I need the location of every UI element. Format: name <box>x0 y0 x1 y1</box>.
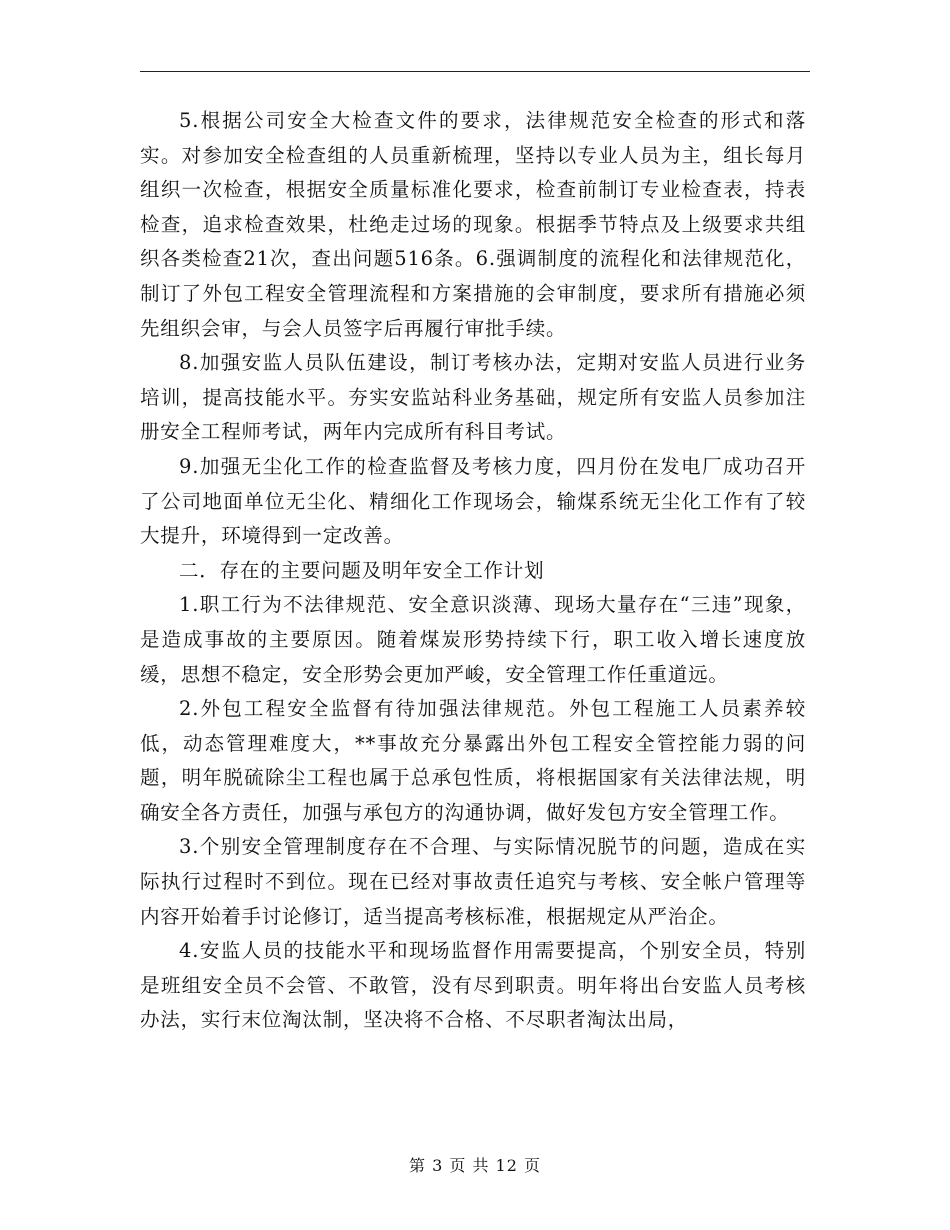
document-body <box>140 104 806 1038</box>
paragraph-problem-2: 2.外包工程安全监督有待加强法律规范。外包工程施工人员素养较低，动态管理难度大，**事故充分暴露出外包工程安全管控能力弱的问题，明年脱硫除尘工程也属于总承包性质，将根据国家有关法律法规，明确安全各方责任，加强与承包方的沟通协调，做好发包方安全管理工作。 <box>140 697 806 824</box>
page-number-footer: 第 3 页 共 12 页 <box>409 1156 541 1175</box>
header-rule <box>140 71 810 72</box>
paragraph-problem-4: 4.安监人员的技能水平和现场监督作用需要提高，个别安全员，特别是班组安全员不会管、不敢管，没有尽到职责。明年将出台安监人员考核办法，实行末位淘汰制，坚决将不合格、不尽职者淘汰出局， <box>140 939 806 1032</box>
paragraph-problem-1: 1.职工行为不法律规范、安全意识淡薄、现场大量存在“三违”现象，是造成事故的主要原因。随着煤炭形势持续下行，职工收入增长速度放缓，思想不稳定，安全形势会更加严峻，安全管理工作任重道远。 <box>140 593 806 686</box>
paragraph-5-6: 5.根据公司安全大检查文件的要求，法律规范安全检查的形式和落实。对参加安全检查组的人员重新梳理，坚持以专业人员为主，组长每月组织一次检查，根据安全质量标准化要求，检查前制订专业检查表，持表检查，追求检查效果，杜绝走过场的现象。根据季节特点及上级要求共组织各类检查21次，查出问题516条。6.强调制度的流程化和法律规范化，制订了外包工程安全管理流程和方案措施的会审制度，要求所有措施必须先组织会审，与会人员签字后再履行审批手续。 <box>140 109 806 340</box>
paragraph-9: 9.加强无尘化工作的检查监督及考核力度，四月份在发电厂成功召开了公司地面单位无尘化、精细化工作现场会，输煤系统无尘化工作有了较大提升，环境得到一定改善。 <box>140 454 806 548</box>
paragraph-problem-3: 3.个别安全管理制度存在不合理、与实际情况脱节的问题，造成在实际执行过程时不到位。现在已经对事故责任追究与考核、安全帐户管理等内容开始着手讨论修订，适当提高考核标准，根据规定从严治企。 <box>140 835 806 928</box>
paragraph-8: 8.加强安监人员队伍建设，制订考核办法，定期对安监人员进行业务培训，提高技能水平。夯实安监站科业务基础，规定所有安监人员参加注册安全工程师考试，两年内完成所有科目考试。 <box>140 351 806 444</box>
section-heading: 二．存在的主要问题及明年安全工作计划 <box>179 558 545 582</box>
